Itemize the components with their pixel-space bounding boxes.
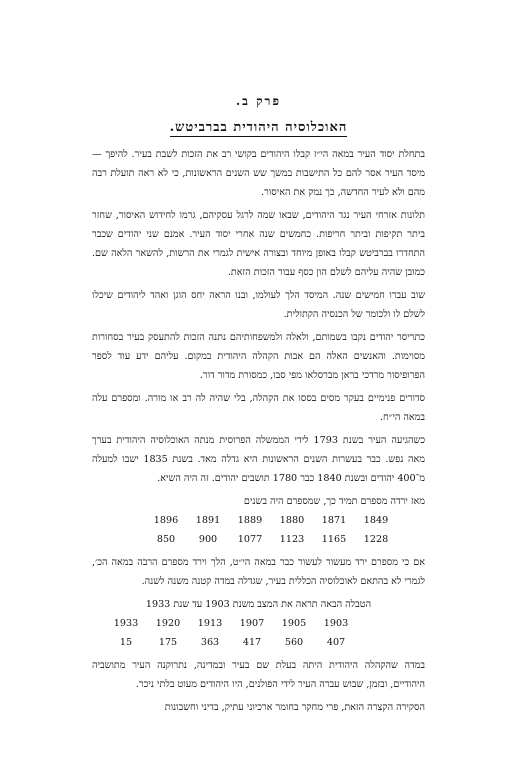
table2-count: 363 [200,637,220,648]
paragraph-4: כתריסר יהודים נקבו בשמותם, ולאלה ולמשפחותיהם נתנה הזכות להתעסק בעיר בסחורות מסוימות. והאנשים האלה הם אבות הקהלה היהודית במקום. עליהם ידע עוד לספר הפרופיסור מרדכי בראן מברסלאו מפי סבו, כמסורת מדור דור. [92,332,425,381]
table1-count: 1228 [363,534,389,545]
table2-count: 407 [326,637,346,648]
paragraph-1: בתחלת יסוד העיר במאה הי״ז קבלו היהודים בקושי רב את הזכות לשבת בעיר. להיפך — מיסד העיר אסר להם כל התישבות במשך שש השנים הראשונות, כי לא ראה תועלת רבה מהם ולא לעיר החדשה, כך נמק את האיסור. [92,149,425,198]
table1-year: 1889 [237,515,263,526]
table1-year: 1871 [321,515,347,526]
paragraph-3: שוב עברו חמישים שנה. המיסד הלך לעולמו, ובנו הראה יחס הוגן ואהד ליהודים שיכלו לשלם לו ולכומר של הכנסיה הקתולית. [92,290,425,320]
table1-count: 850 [156,534,176,545]
table1-year: 1891 [195,515,221,526]
section-title-text: האוכלוסיה היהודית בברביטש. [169,120,348,135]
paragraph-11: הסקירה הקצרה הזאת, פרי מחקר בחומר ארכיוני עתיק, בדיני וחשבונות [164,702,425,713]
table2-year: 1903 [323,618,349,629]
paragraph-2: תלונות אזרחי העיר נגד היהודים, שבאו שמה לרגל עסקיהם, גרמו לחידוש האיסור, שחזר ביתר תקיפות וביתר חריפות. כחמשים שנה אחרי יסוד העיר. אמנם שני יהודים שכבר התחדרו בברביטש קבלו באופן מיוחד ובצורה אישית לגמרי את הרשות, להשאר הלאה שם. כמובן שהיה עליהם לשלם הון כסף עבור הזכות הזאת. [92,210,425,278]
table1-count: 1165 [321,534,347,545]
table2-count: 15 [119,637,133,648]
table1-count: 1077 [237,534,263,545]
table2-year: 1905 [281,618,307,629]
paragraph-8: אם כי מספרם ירד מעשור לעשור כבר במאה הי״ט, הלך וירד מספרם הרבה במאה הכ׳, לגמרי לא בהתאם לאוכלוסיה הכללית בעיר, שגדלה במדה קטנה משנה לשנה. [92,557,425,587]
paragraph-7: מאז ירדה מספרם תמיד כך, שמספרם היה בשנים [243,496,425,507]
table2-counts-row [92,633,425,652]
paragraph-10: במדה שהקהלה היהודית היתה בעלת שם בעיר ובמדינה, נתרוקנה העיר מתושביה היהודיים, ובזמן, שבוש עברה העיר לידי הפולנים, היו היהודים מעוט בלתי ניכר. [92,660,425,690]
table2-count: 175 [158,637,178,648]
table2-count: 417 [242,637,262,648]
table2-years-row [92,614,425,633]
table1-year: 1880 [279,515,305,526]
table1-count: 1123 [279,534,305,545]
table1-count: 900 [198,534,218,545]
body-text [92,145,425,721]
paragraph-6: כשהגיעה העיר בשנת 1793 לידי הממשלה הפרוסית מנתה האוכלוסיה היהודית בערך מאה נפש. כבר בעשרות השנים הראשונות היא גדלה מאד. בשנת 1835 ישבו למעלה מ־400 יהודים ובשנת 1840 כבר 1780 תושבים יהודים. זה היה השיא. [92,435,426,484]
table2-year: 1913 [197,618,223,629]
section-title [0,119,517,135]
paragraph-5: סדורים פנימיים בעקר מסים בססו את הקהלה, בלי שהיה לה רב או מורה. ומספרם עלה במאה הי״ח. [92,393,425,423]
table2-count: 560 [284,637,304,648]
table2-year: 1920 [155,618,181,629]
paragraph-9: הטבלה הבאה תראה את המצב משנת 1903 עד שנת 1933 [145,599,372,610]
chapter-heading: פרק ב. [236,94,281,108]
table2-year: 1933 [113,618,139,629]
table1-year: 1896 [153,515,179,526]
table2-year: 1907 [239,618,265,629]
table1-year: 1849 [363,515,389,526]
table1-counts-row [92,530,425,549]
table1-years-row [92,511,425,530]
